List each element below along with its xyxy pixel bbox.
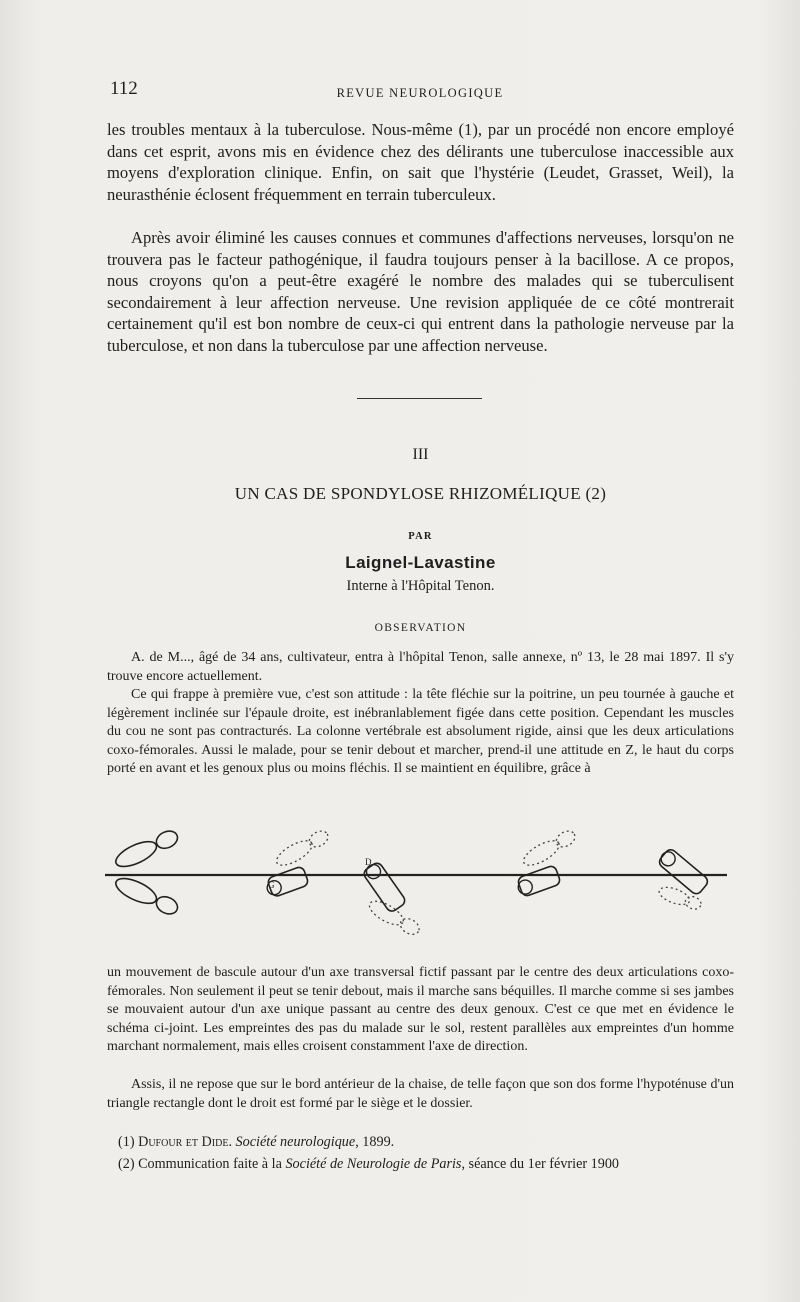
footprint-abnormal-right-2	[361, 860, 407, 913]
observation-paragraph: un mouvement de bascule autour d'un axe transversal fictif passant par le centre des deux articulations coxo-fémorales. Non seulement il peut se tenir debout, mais il marche sans béquilles. Il marche comme si ses jambes se mouvaient autour d'un axe unique passant au centre des deux genoux. C'est ce que met en évidence le schéma ci-joint. Les empreintes des pas du malade sur le sol, restent parallèles aux empreintes d'un homme marchant normalement, mais elles croisent constamment l'axe de direction.	[107, 965, 734, 1055]
page-number: 112	[110, 78, 138, 99]
observation-paragraph: A. de M..., âgé de 34 ans, cultivateur, entra à l'hôpital Tenon, salle annexe, nº 13, le 28 mai 1897. Il s'y trouve encore actuellement.	[107, 650, 734, 684]
footprint-abnormal-right-3	[656, 847, 709, 896]
footnote-text: , séance du 1er février 1900	[461, 1156, 620, 1172]
footnote-year: , 1899.	[355, 1134, 395, 1150]
footprint-normal-left-1	[366, 897, 422, 936]
section-number: III	[412, 446, 429, 463]
footprint-normal-right-2	[520, 827, 578, 870]
author-name: Laignel-Lavastine	[345, 553, 496, 572]
page-header	[110, 78, 730, 104]
section-heading: OBSERVATION	[374, 622, 467, 634]
footprint-abnormal-left-1	[112, 827, 180, 872]
footprint-normal-right-1	[273, 827, 331, 870]
footnote-source: Société de Neurologie de Paris	[285, 1156, 462, 1172]
running-title: REVUE NEUROLOGIQUE	[336, 86, 504, 100]
previous-article-paragraph: Après avoir éliminé les causes connues et communes d'affections nerveuses, lorsqu'on ne trouvera pas le facteur pathogénique, il faudra toujours penser à la bacillose. A ce propos, nous croyons qu'on a peut-être exagéré le nombre des malades qui se tuberculisent secondairement à leur affection nerveuse. Une revision appliquée de ce côté montrerait certainement qu'il est bon nombre de ceux-ci qui entrent dans la pathologie nerveuse par la tuberculose, et non dans la tuberculose par une affection nerveuse.	[107, 228, 734, 355]
author-affiliation: Interne à l'Hôpital Tenon.	[346, 578, 495, 594]
byline-label: PAR	[408, 531, 433, 542]
footnote-marker: (1)	[118, 1134, 135, 1150]
footprint-letter-d: D	[365, 857, 372, 867]
footnote-2	[118, 1153, 733, 1175]
footnote-1	[118, 1131, 733, 1153]
footnote-marker: (2)	[118, 1156, 135, 1172]
footprint-letter-g: G	[268, 880, 275, 890]
footprint-normal-left-2	[657, 884, 703, 912]
footnote-authors: Dufour et Dide.	[138, 1134, 232, 1150]
section-divider	[357, 398, 482, 399]
footnote-text: Communication faite à la	[138, 1156, 282, 1172]
observation-paragraph: Ce qui frappe à première vue, c'est son attitude : la tête fléchie sur la poitrine, un peu tournée à gauche et légèrement inclinée sur l'épaule droite, est inébranlablement figée dans cette position. Cependant les muscles du cou ne sont pas contracturés. La colonne vertébrale est absolument rigide, ainsi que les deux articulations coxo-fémorales. Aussi le malade, pour se tenir debout et marcher, prend-il une attitude en Z, le haut du corps porté en avant et les genoux plus ou moins fléchis. Il se maintient en équilibre, grâce à	[107, 687, 734, 777]
previous-article-paragraph: les troubles mentaux à la tuberculose. Nous-même (1), par un procédé non encore employé dans cet esprit, avons mis en évidence chez des délirants une tuberculose inaccessible aux moyens d'exploration clinique. Enfin, on sait que l'hystérie (Leudet, Grasset, Weil), la neurasthénie éclosent fréquemment en terrain tuberculeux.	[107, 120, 734, 204]
footprint-abnormal-left-3	[515, 865, 561, 898]
footnote-source: Société neurologique	[235, 1134, 356, 1150]
gait-footprint-diagram	[95, 818, 735, 936]
footprint-abnormal-right-1	[112, 873, 180, 918]
observation-paragraph: Assis, il ne repose que sur le bord antérieur de la chaise, de telle façon que son dos forme l'hypoténuse d'un triangle rectangle dont le droit est formé par le siège et le dossier.	[107, 1077, 734, 1111]
article-title: UN CAS DE SPONDYLOSE RHIZOMÉLIQUE (2)	[234, 484, 607, 503]
